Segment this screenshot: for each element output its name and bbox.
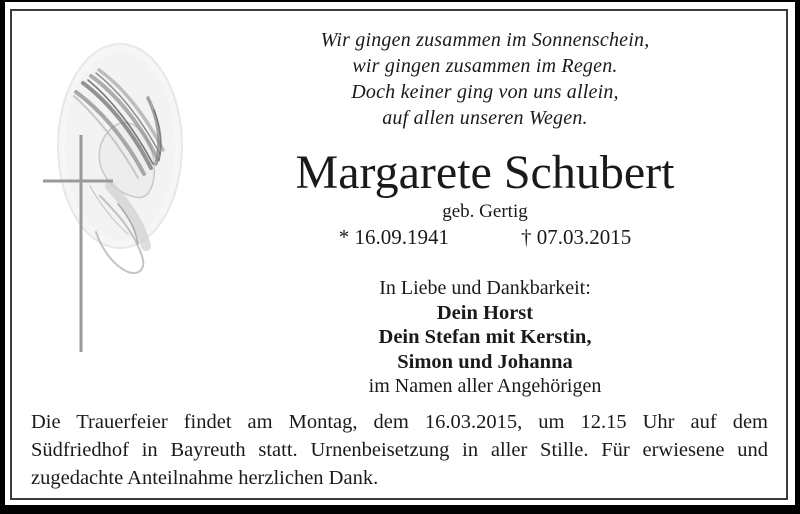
memorial-poem [240, 27, 730, 131]
poem-line: wir gingen zusammen im Regen. [352, 55, 618, 77]
family-block [240, 276, 730, 399]
death-date: † 07.03.2015 [521, 225, 632, 249]
funeral-line: zugedachte Anteilnahme herzlichen Dank. [31, 467, 379, 489]
life-dates [240, 224, 730, 250]
maiden-name: geb. Gertig [442, 201, 528, 222]
funeral-line: Südfriedhof in Bayreuth statt. Urnenbeisetzung in aller Stille. Für erwiesene und [31, 439, 768, 461]
funeral-details [31, 408, 768, 492]
funeral-line: Die Trauerfeier findet am Montag, dem 16.03.2015, um 12.15 Uhr auf dem [31, 411, 768, 433]
mourner-name: Dein Horst [436, 301, 534, 324]
mourner-name: Simon und Johanna [397, 350, 573, 373]
memorial-artwork [30, 36, 190, 366]
poem-line: auf allen unseren Wegen. [382, 107, 588, 129]
condolence-intro: In Liebe und Dankbarkeit: [379, 277, 591, 299]
praying-hands-image [30, 36, 190, 366]
family-closing: im Namen aller Angehörigen [368, 375, 602, 397]
poem-line: Wir gingen zusammen im Sonnenschein, [320, 29, 650, 51]
deceased-name: Margarete Schubert [295, 146, 675, 199]
poem-line: Doch keiner ging von uns allein, [351, 81, 619, 103]
birth-date: * 16.09.1941 [338, 225, 449, 249]
mourner-name: Dein Stefan mit Kerstin, [378, 326, 592, 348]
